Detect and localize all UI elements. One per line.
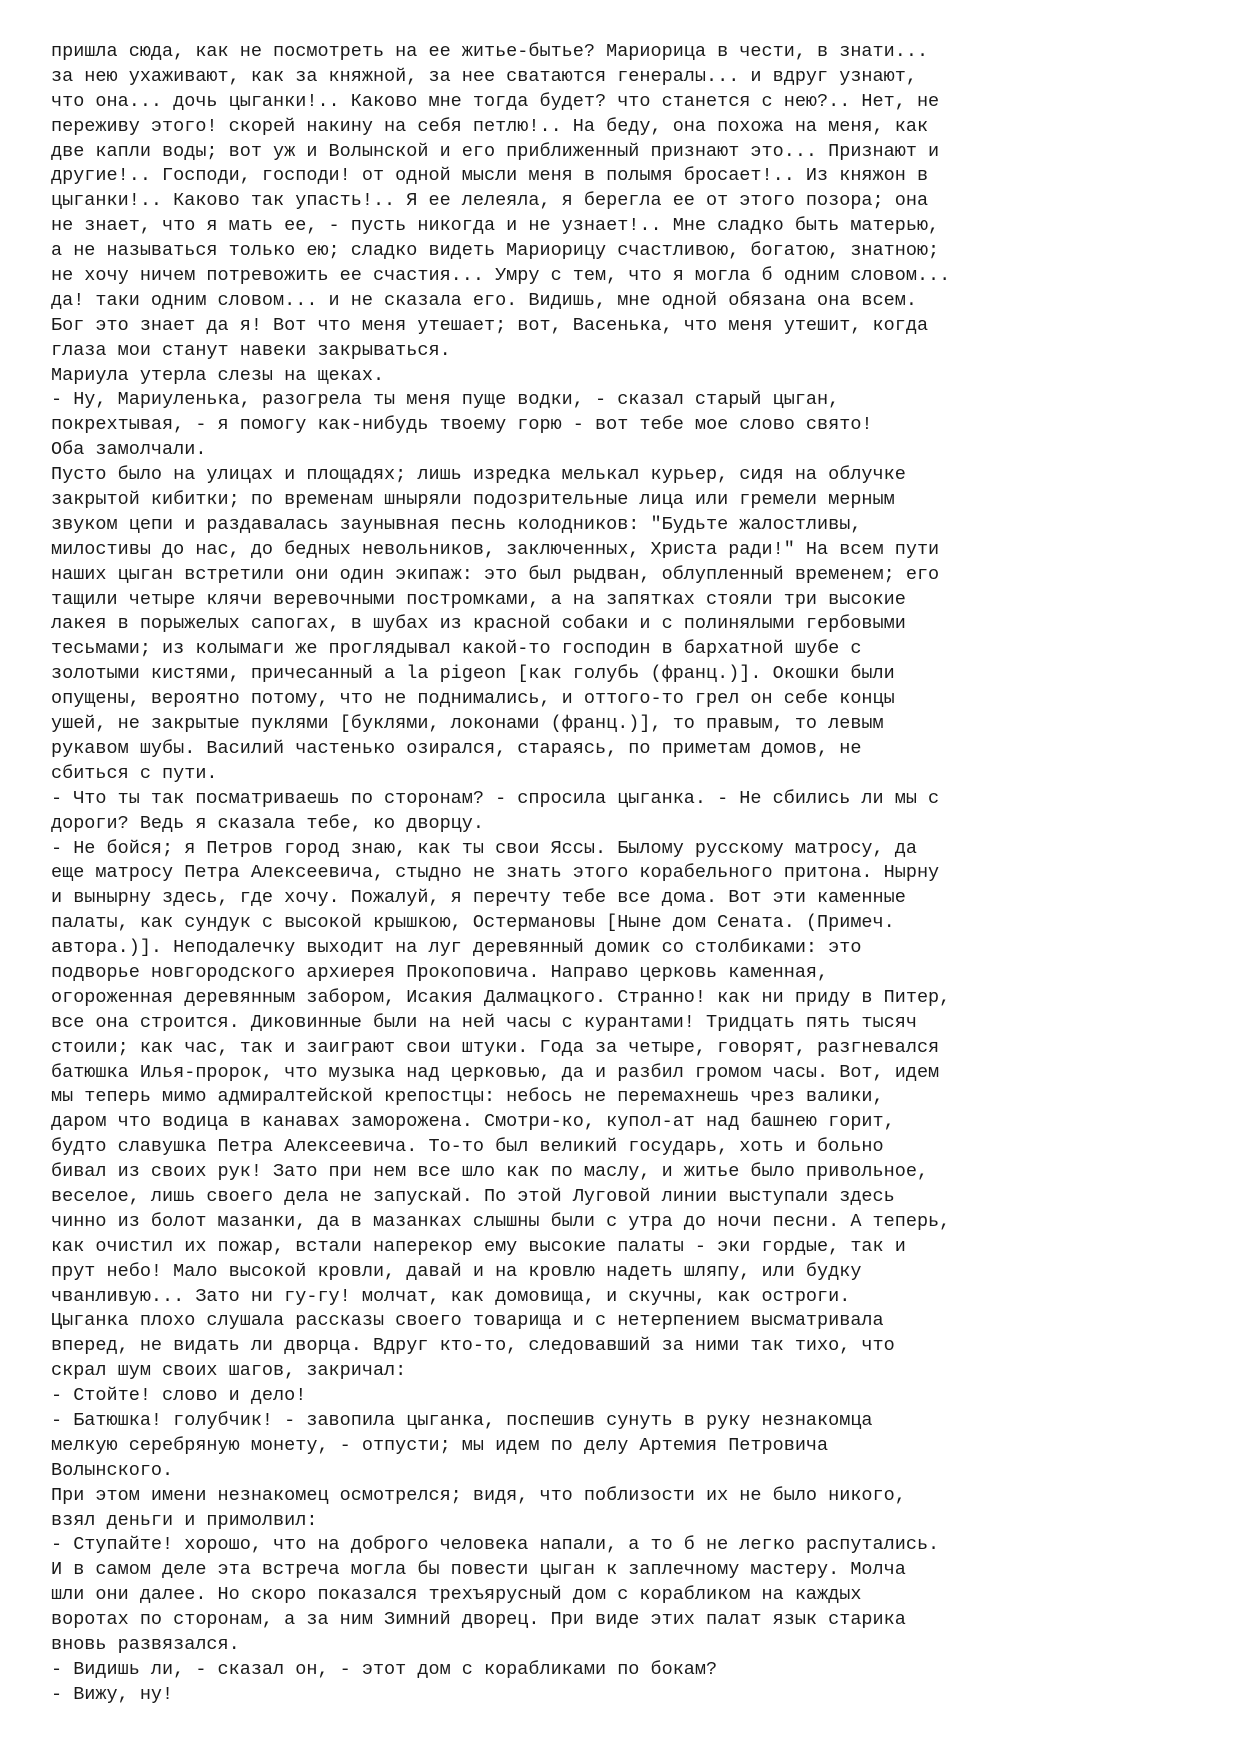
text-line: И в самом деле эта встреча могла бы повести цыган к заплечному мастеру. Молча [51, 1559, 906, 1581]
text-line: бивал из своих рук! Зато при нем все шло как по маслу, и житье было привольное, [51, 1161, 929, 1183]
text-line: вперед, не видать ли дворца. Вдруг кто-то, следовавший за ними так тихо, что [51, 1335, 895, 1357]
text-line: как очистил их пожар, встали наперекор ему высокие палаты - эки гордые, так и [51, 1235, 906, 1257]
text-line: шли они далее. Но скоро показался трехъярусный дом с корабликом на каждых [51, 1584, 862, 1606]
text-line: другие!.. Господи, господи! от одной мысли меня в полымя бросает!.. Из княжон в [51, 165, 929, 187]
text-line: даром что водица в канавах заморожена. Смотри-ко, купол-ат над башнею горит, [51, 1111, 895, 1133]
text-line: наших цыган встретили они один экипаж: это был рыдван, облупленный временем; его [51, 563, 940, 585]
text-line: глаза мои станут навеки закрываться. [51, 339, 451, 361]
text-line: - Видишь ли, - сказал он, - этот дом с корабликами по бокам? [51, 1658, 718, 1680]
text-line: воротах по сторонам, а за ним Зимний дворец. При виде этих палат язык старика [51, 1609, 906, 1631]
text-line: лакея в порыжелых сапогах, в шубах из красной собаки и с полинялыми гербовыми [51, 613, 906, 635]
text-line: две капли воды; вот уж и Волынской и его приближенный признают это... Признают и [51, 140, 940, 162]
text-line: цыганки!.. Каково так упасть!.. Я ее лелеяла, я берегла ее от этого позора; она [51, 190, 929, 212]
text-line: тесьмами; из колымаги же проглядывал какой-то господин в бархатной шубе с [51, 638, 862, 660]
text-line: палаты, как сундук с высокой крышкою, Остермановы [Ныне дом Сената. (Примеч. [51, 912, 895, 934]
text-line: не знает, что я мать ее, - пусть никогда и не узнает!.. Мне сладко быть матерью, [51, 215, 940, 237]
text-line: рукавом шубы. Василий частенько озирался, стараясь, по приметам домов, не [51, 737, 862, 759]
text-line: не хочу ничем потревожить ее счастия... Умру с тем, что я могла б одним словом... [51, 265, 951, 287]
text-line: все она строится. Диковинные были на ней часы с курантами! Тридцать пять тысяч [51, 1011, 917, 1033]
text-line: покрехтывая, - я помогу как-нибудь твоему горю - вот тебе мое слово свято! [51, 414, 873, 436]
text-line: а не называться только ею; сладко видеть Мариорицу счастливою, богатою, знатною; [51, 240, 940, 262]
text-line: еще матросу Петра Алексеевича, стыдно не знать этого корабельного притона. Нырну [51, 862, 940, 884]
text-line: - Ну, Мариуленька, разогрела ты меня пуще водки, - сказал старый цыган, [51, 389, 840, 411]
text-line: чинно из болот мазанки, да в мазанках слышны были с утра до ночи песни. А теперь, [51, 1210, 951, 1232]
text-line: звуком цепи и раздавалась заунывная песнь колодников: "Будьте жалостливы, [51, 513, 862, 535]
text-line: милостивы до нас, до бедных невольников, заключенных, Христа ради!" На всем пути [51, 538, 940, 560]
text-line: золотыми кистями, причесанный a la pigeon [как голубь (франц.)]. Окошки были [51, 663, 895, 685]
text-line: опущены, вероятно потому, что не поднимались, и оттого-то грел он себе концы [51, 688, 895, 710]
text-line: - Ступайте! хорошо, что на доброго человека напали, а то б не легко распутались. [51, 1534, 940, 1556]
text-line: мелкую серебряную монету, - отпусти; мы идем по делу Артемия Петровича [51, 1434, 829, 1456]
text-line: за нею ухаживают, как за княжной, за нее сватаются генералы... и вдруг узнают, [51, 65, 917, 87]
text-line: - Не бойся; я Петров город знаю, как ты свои Яссы. Былому русскому матросу, да [51, 837, 917, 859]
text-line: что она... дочь цыганки!.. Каково мне тогда будет? что станется с нею?.. Нет, не [51, 90, 940, 112]
text-line: веселое, лишь своего дела не запускай. По этой Луговой линии выступали здесь [51, 1185, 895, 1207]
text-line: пришла сюда, как не посмотреть на ее житье-бытье? Мариорица в чести, в знати... [51, 41, 929, 62]
text-line: огороженная деревянным забором, Исакия Далмацкого. Странно! как ни приду в Питер, [51, 986, 951, 1008]
text-line: дороги? Ведь я сказала тебе, ко дворцу. [51, 812, 484, 834]
text-line: Пусто было на улицах и площадях; лишь изредка мелькал курьер, сидя на облучке [51, 464, 906, 486]
text-line: Волынского. [51, 1459, 174, 1481]
text-line: чванливую... Зато ни гу-гу! молчат, как домовища, и скучны, как остроги. [51, 1285, 851, 1307]
text-line: сбиться с пути. [51, 762, 218, 784]
text-line: скрал шум своих шагов, закричал: [51, 1360, 407, 1382]
text-line: - Что ты так посматриваешь по сторонам? - спросила цыганка. - Не сбились ли мы с [51, 787, 940, 809]
text-line: автора.)]. Неподалечку выходит на луг деревянный домик со столбиками: это [51, 937, 862, 959]
text-line: взял деньги и примолвил: [51, 1509, 318, 1531]
text-line: тащили четыре клячи веревочными постромками, а на запятках стояли три высокие [51, 588, 906, 610]
text-line: - Вижу, ну! [51, 1683, 174, 1705]
text-line: вновь развязался. [51, 1634, 240, 1655]
text-line: будто славушка Петра Алексеевича. То-то был великий государь, хоть и больно [51, 1136, 884, 1158]
text-line: мы теперь мимо адмиралтейской крепостцы: небось не перемахнешь чрез валики, [51, 1086, 884, 1108]
text-line: переживу этого! скорей накину на себя петлю!.. На беду, она похожа на меня, как [51, 115, 929, 137]
text-line: Цыганка плохо слушала рассказы своего товарища и с нетерпением высматривала [51, 1310, 884, 1332]
document-page [51, 40, 1221, 1708]
text-line: Оба замолчали. [51, 439, 207, 461]
text-line: Бог это знает да я! Вот что меня утешает; вот, Васенька, что меня утешит, когда [51, 314, 929, 336]
text-line: При этом имени незнакомец осмотрелся; видя, что поблизости их не было никого, [51, 1484, 906, 1506]
text-line: прут небо! Мало высокой кровли, давай и на кровлю надеть шляпу, или будку [51, 1260, 862, 1282]
text-line: батюшка Илья-пророк, что музыка над церковью, да и разбил громом часы. Вот, идем [51, 1061, 940, 1083]
text-line: - Батюшка! голубчик! - завопила цыганка, поспешив сунуть в руку незнакомца [51, 1409, 873, 1431]
text-line: подворье новгородского архиерея Прокоповича. Направо церковь каменная, [51, 961, 829, 983]
text-line: закрытой кибитки; по временам шныряли подозрительные лица или гремели мерным [51, 489, 895, 511]
text-line: - Стойте! слово и дело! [51, 1385, 307, 1407]
text-line: да! таки одним словом... и не сказала его. Видишь, мне одной обязана она всем. [51, 289, 917, 311]
text-line: Мариула утерла слезы на щеках. [51, 364, 385, 386]
text-line: ушей, не закрытые пуклями [буклями, локонами (франц.)], то правым, то левым [51, 713, 884, 735]
text-line: стоили; как час, так и заиграют свои штуки. Года за четыре, говорят, разгневался [51, 1036, 940, 1058]
text-line: и вынырну здесь, где хочу. Пожалуй, я перечту тебе все дома. Вот эти каменные [51, 887, 906, 909]
